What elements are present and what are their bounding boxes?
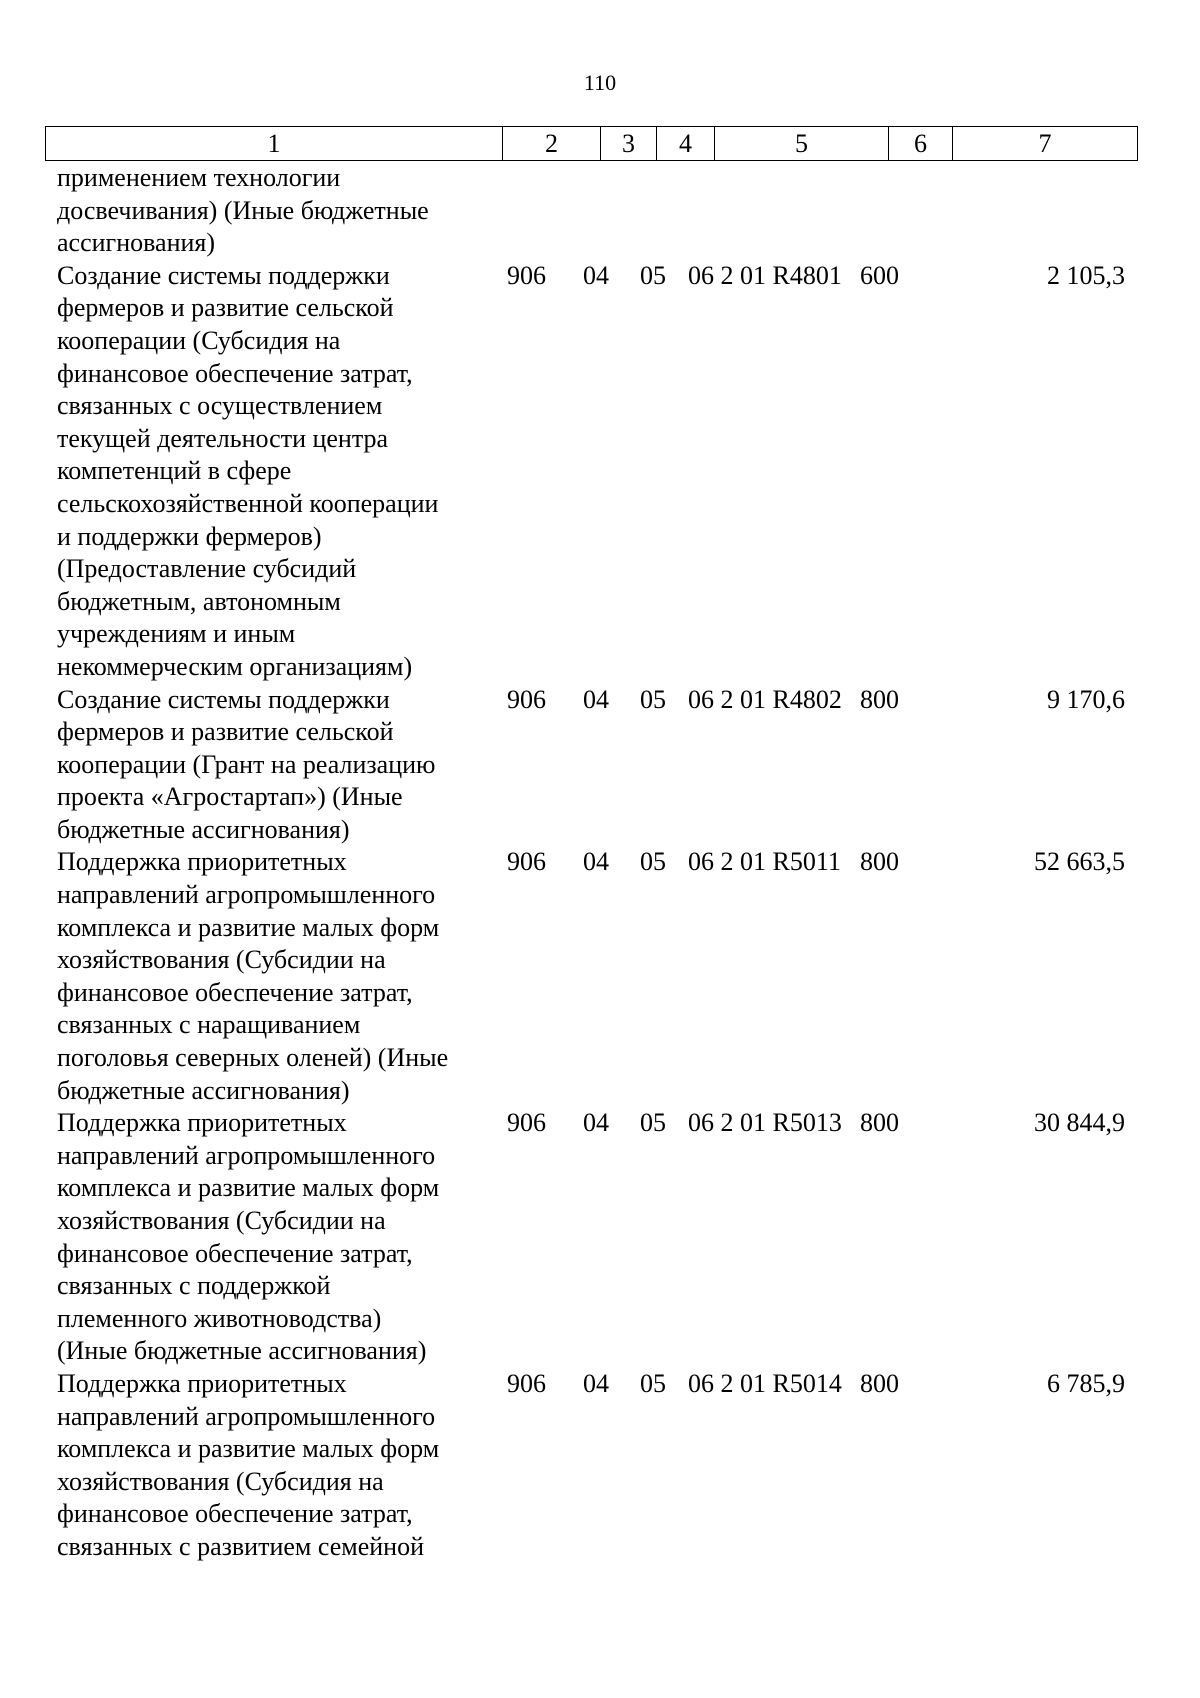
row-amount: 2 105,3: [1047, 260, 1125, 290]
row-target-code: 06 2 01 R5014: [688, 1368, 842, 1398]
row-subsection-code: 05: [640, 260, 666, 290]
budget-table-body: [45, 162, 1137, 1564]
row-ministry-code: 906: [507, 847, 546, 877]
column-header-4: 4: [657, 127, 715, 161]
column-header-table: [45, 126, 1138, 161]
row-section-code: 04: [583, 260, 609, 290]
row-ministry-code: 906: [507, 684, 546, 714]
table-row: [45, 260, 1137, 684]
row-section-code: 04: [583, 1368, 609, 1398]
row-expense-type: 800: [860, 1108, 899, 1138]
row-subsection-code: 05: [640, 1108, 666, 1138]
row-expense-type: 600: [860, 260, 899, 290]
row-subsection-code: 05: [640, 684, 666, 714]
row-section-code: 04: [583, 1108, 609, 1138]
column-header-row: [46, 127, 1138, 161]
row-name: Поддержка приоритетных направлений агропромышленного комплекса и развитие малых форм хозяйствования (Субсидия на финансовое обеспечение затрат, связанных с развитием семейной: [57, 1368, 440, 1561]
row-target-code: 06 2 01 R4802: [688, 684, 842, 714]
row-ministry-code: 906: [507, 1368, 546, 1398]
row-amount: 52 663,5: [1034, 847, 1125, 877]
row-ministry-code: 906: [507, 260, 546, 290]
table-row: [45, 684, 1137, 847]
row-name: Создание системы поддержки фермеров и развитие сельской кооперации (Грант на реализацию проекта «Агростартап») (Иные бюджетные ассигнования): [57, 684, 436, 844]
row-amount: 9 170,6: [1047, 684, 1125, 714]
row-target-code: 06 2 01 R5013: [688, 1108, 842, 1138]
row-subsection-code: 05: [640, 1368, 666, 1398]
row-expense-type: 800: [860, 1368, 899, 1398]
row-amount: 6 785,9: [1047, 1368, 1125, 1398]
table-row: [45, 1107, 1137, 1368]
column-header-1: 1: [46, 127, 503, 161]
row-amount: 30 844,9: [1034, 1108, 1125, 1138]
row-name: Поддержка приоритетных направлений агропромышленного комплекса и развитие малых форм хозяйствования (Субсидии на финансовое обеспечение затрат, связанных с поддержкой племенного животноводства) (Иные бюджетные ассигнования): [57, 1108, 440, 1366]
row-expense-type: 800: [860, 847, 899, 877]
continuation-row: [45, 162, 1137, 260]
column-header-2: 2: [503, 127, 601, 161]
row-name: Поддержка приоритетных направлений агропромышленного комплекса и развитие малых форм хозяйствования (Субсидии на финансовое обеспечение затрат, связанных с наращиванием поголовья северных оленей) (Иные бюджетные ассигнования): [57, 847, 449, 1105]
column-header-5: 5: [715, 127, 889, 161]
row-ministry-code: 906: [507, 1108, 546, 1138]
row-section-code: 04: [583, 684, 609, 714]
row-name: Создание системы поддержки фермеров и развитие сельской кооперации (Субсидия на финансовое обеспечение затрат, связанных с осуществлением текущей деятельности центра компетенций в сфере сельскохозяйственной кооперации и поддержки фермеров) (Предоставление субсидий бюджетным, автономным учреждениям и иным некоммерческим организациям): [57, 260, 439, 681]
row-section-code: 04: [583, 847, 609, 877]
table-row: [45, 1368, 1137, 1564]
table-row: [45, 846, 1137, 1107]
row-target-code: 06 2 01 R5011: [688, 847, 841, 877]
page-number: 110: [583, 70, 617, 95]
column-header-3: 3: [601, 127, 657, 161]
column-header-6: 6: [889, 127, 953, 161]
row-target-code: 06 2 01 R4801: [688, 260, 842, 290]
column-header-7: 7: [953, 127, 1138, 161]
row-expense-type: 800: [860, 684, 899, 714]
row-subsection-code: 05: [640, 847, 666, 877]
continuation-text: применением технологии досвечивания) (Иные бюджетные ассигнования): [57, 163, 429, 258]
